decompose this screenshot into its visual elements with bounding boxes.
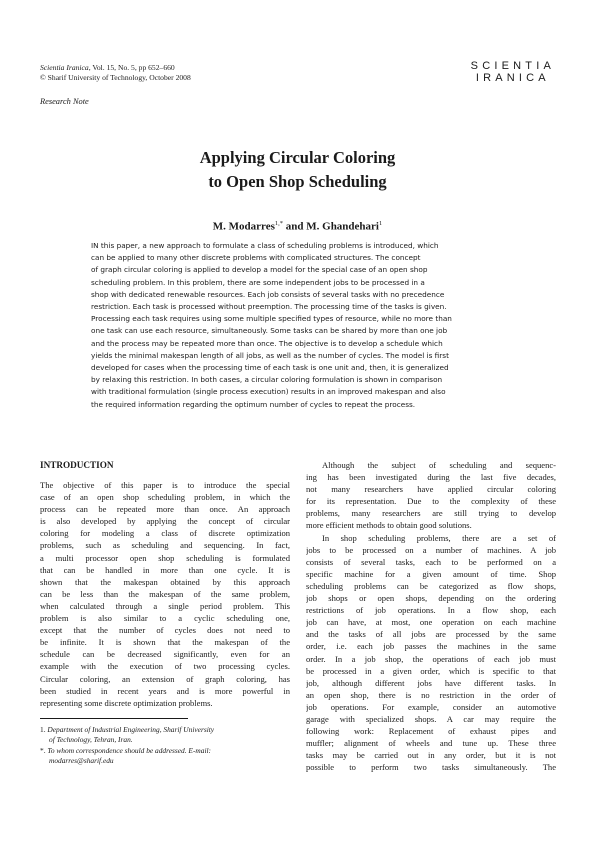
abstract-line: scheduling problem. In this problem, there are some independent jobs to be processed in a [91,277,425,287]
body-line: for its representation. Due to the complexity of these [306,496,556,507]
journal-citation: Scientia Iranica, Vol. 15, No. 5, pp 652–660 [40,63,175,72]
footnote-2: *. To whom correspondence should be addressed. E-mail: [40,745,212,755]
body-line: coloring for modeling a class of discrete optimization [40,528,290,539]
author-1-affiliation-mark: 1,* [274,220,283,227]
body-line: possible to perform two tasks simultaneously. The [306,762,556,773]
abstract-line: the required information regarding the optimum number of cycles to repeat the process. [91,399,416,409]
section-heading-introduction: INTRODUCTION [40,460,114,470]
body-line: order. In a job shop, the operations of each job must [306,653,556,664]
body-line: and the tasks of all jobs are processed by the same [306,629,556,640]
body-line: not many researchers have applied circular coloring [306,484,556,495]
footnotes [40,725,290,767]
body-line: following work: Replacement of exhaust pipes and [306,726,556,737]
body-line: jobs to be processed on a number of machines. A job [306,544,556,555]
body-line: when calculated through a single period problem. This [40,600,290,611]
body-line: problems, such as scheduling and sequencing. In fact, [40,540,290,551]
body-line: that can be handled in more than one cycle. It is [40,564,290,575]
body-line: garage with specialized shops. A car may require the [306,713,556,724]
body-line: an open shop, there is no restriction in the order of [306,689,556,700]
body-line: be infinite. It is shown that the makespan of the [40,637,290,648]
abstract-line: IN this paper, a new approach to formulate a class of scheduling problems is introduced, which [91,241,439,250]
body-line: In shop scheduling problems, there are a set of [322,532,556,543]
abstract-line: yields the minimal makespan length of all jobs, as well as the number of cycles. The model is first [91,350,449,360]
author-line [0,220,595,233]
body-line: The objective of this paper is to introduce the special [40,480,290,490]
body-line: consists of several tasks, each to be performed on a [306,556,556,567]
abstract-line: shop with dedicated renewable resources. Each job consists of several tasks with no precedence [91,289,445,299]
abstract-line: and the process may be repeated more than once. The objective is to develop a schedule which [91,338,443,348]
body-line: more efficient methods to obtain good solutions. [306,520,472,531]
abstract-line: one task can use each resource, simultaneously. Some tasks can be shared by more than one job [91,326,448,336]
body-line: is also developed by applying the concept of circular [40,516,290,527]
footnote-2-continuation: modarres@sharif.edu [49,756,114,766]
paper-title-line2: to Open Shop Scheduling [208,172,387,191]
body-line: be processed in a given order, which is specific to that [306,665,556,676]
journal-logo-line1: SCIENTIA [470,60,555,72]
body-line: a multi processor open shop scheduling is formulated [40,552,290,563]
body-line: process can be repeated more than once. An approach [40,504,290,515]
footnote-1: 1. Department of Industrial Engineering, Sharif University [40,725,215,734]
body-line: job shops or open shops, depending on the ordering [306,593,556,604]
body-line: job, although different jobs have different tasks. In [306,677,556,688]
copyright-line: © Sharif University of Technology, October 2008 [40,73,191,82]
author-2: M. Ghandehari [306,220,379,233]
body-line: shown that the makespan obtained by this approach [40,576,290,587]
body-line: schedule can be decreased significantly, even for an [40,649,290,660]
body-line: been studied in recent years and is more powerful in [40,685,290,696]
right-column [306,459,556,773]
paper-title-line1: Applying Circular Coloring [199,148,396,167]
footnote-divider [40,718,188,719]
body-line: problem is also similar to a cyclic scheduling one, [40,613,290,624]
left-column [40,459,290,709]
body-line: job operations. For example, consider an automotive [306,701,556,712]
abstract-line: restriction. Each task is processed without preemption. The processing time of the tasks is given. [91,302,447,312]
footnote-1-continuation: of Technology, Tehran, Iran. [49,735,133,745]
journal-logo [471,60,555,84]
body-line: tasks may be carried out in any order, but it is not [306,750,556,761]
abstract-line: Processing each task requires using some multiple specified types of resource, while no more than [91,314,452,324]
body-line: muffler; alignment of wheels and tune up. These three [306,738,556,749]
abstract-line: developed for cases when the processing time of each task is one unit and, then, it is generalized [91,363,449,373]
body-line: Although the subject of scheduling and sequenc- [322,460,556,470]
body-line: scheduling problems can be categorized as flow shops, [306,580,556,591]
abstract-line: with traditional formulation (single process execution) results in an improved makespan and also [91,387,446,397]
body-line: case of an open shop scheduling problem, in which the [40,492,290,503]
abstract [91,240,504,411]
abstract-line: by relaxing this restriction. In both cases, a circular coloring formulation is shown in comparison [91,375,443,385]
article-type-label: Research Note [40,97,89,106]
body-line: restrictions of job operations. In a flow shop, each [306,605,556,616]
body-line: problems, many researchers are still trying to develop [306,508,556,519]
abstract-line: of graph circular coloring is applied to develop a model for the special case of an open shop [91,265,428,275]
body-line: representing some discrete optimization problems. [40,697,213,708]
abstract-line: can be applied to many other discrete problems with complicated structures. The concept [91,253,421,263]
body-line: ing has been investigated during the last five decades, [306,472,556,483]
body-line: example with the execution of two processing cycles. [40,661,290,672]
body-line: specific machine for a given amount of time. Shop [306,568,556,579]
body-line: order, i.e. each job passes the machines in the same [306,641,556,652]
journal-logo-line2: IRANICA [475,72,550,84]
body-line: Circular coloring, an extension of graph coloring, has [40,673,290,684]
body-line: can be less than the makespan of the same problem, [40,588,290,599]
author-2-affiliation-mark: 1 [378,220,383,227]
body-line: except that the number of cycles does not need to [40,625,290,636]
author-conjunction: and [285,220,304,233]
author-1: M. Modarres [212,220,275,233]
body-line: job can have, at most, one operation on each machine [306,617,556,628]
